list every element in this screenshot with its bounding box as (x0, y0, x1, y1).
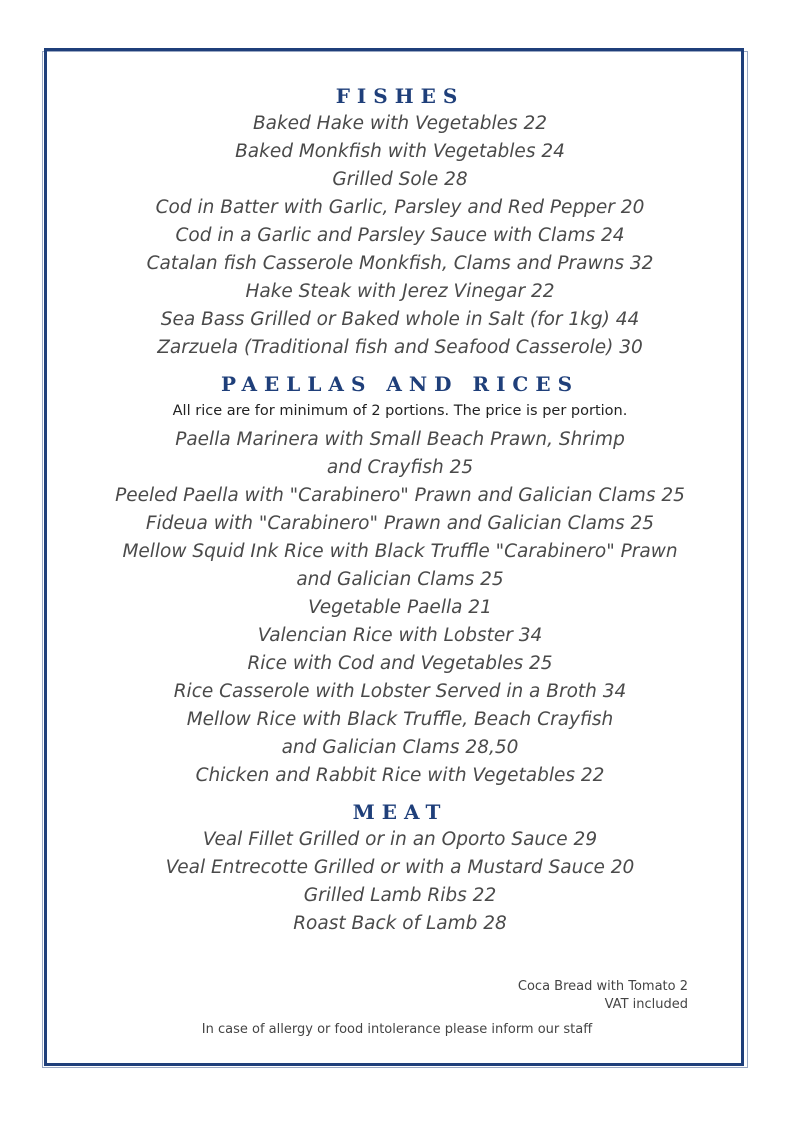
menu-item: and Crayfish 25 (326, 457, 474, 478)
menu-item: Paella Marinera with Small Beach Prawn, Shrimp (175, 429, 625, 450)
coca-bread-note: Coca Bread with Tomato 2 (517, 979, 688, 994)
menu-item: Rice Casserole with Lobster Served in a Broth 34 (173, 681, 627, 702)
footer-extras (518, 978, 688, 1014)
menu-item: Mellow Rice with Black Truffle, Beach Crayfish (186, 709, 614, 730)
menu-item: Fideua with "Carabinero" Prawn and Galician Clams 25 (145, 513, 655, 534)
menu-item: Peeled Paella with "Carabinero" Prawn and Galician Clams 25 (115, 485, 685, 506)
menu-item: Cod in a Garlic and Parsley Sauce with Clams 24 (175, 225, 625, 246)
menu-content (44, 82, 756, 938)
rices-note: All rice are for minimum of 2 portions. The price is per portion. (172, 403, 628, 419)
menu-item: Veal Entrecotte Grilled or with a Mustard Sauce 20 (165, 857, 635, 878)
menu-item: Sea Bass Grilled or Baked whole in Salt (for 1kg) 44 (160, 309, 640, 330)
fishes-title: FISHES (335, 84, 465, 108)
menu-item: Cod in Batter with Garlic, Parsley and Red Pepper 20 (155, 197, 645, 218)
menu-item: Mellow Squid Ink Rice with Black Truffle "Carabinero" Prawn (122, 541, 678, 562)
menu-item: Veal Fillet Grilled or in an Oporto Sauce 29 (202, 829, 598, 850)
menu-item: Catalan fish Casserole Monkfish, Clams and Prawns 32 (146, 253, 654, 274)
rices-list (44, 426, 756, 790)
menu-item: Baked Hake with Vegetables 22 (252, 113, 548, 134)
rices-title: PAELLAS AND RICES (220, 372, 580, 396)
menu-item: Vegetable Paella 21 (308, 597, 492, 618)
meat-list (44, 826, 756, 938)
menu-item: Hake Steak with Jerez Vinegar 22 (245, 281, 555, 302)
vat-note: VAT included (604, 997, 688, 1012)
fishes-list (44, 110, 756, 362)
menu-item: Grilled Sole 28 (332, 169, 468, 190)
menu-item: Zarzuela (Traditional fish and Seafood Casserole) 30 (157, 337, 643, 358)
menu-item: Roast Back of Lamb 28 (293, 913, 507, 934)
menu-item: Grilled Lamb Ribs 22 (303, 885, 497, 906)
meat-title: MEAT (352, 800, 448, 824)
menu-item: Rice with Cod and Vegetables 25 (247, 653, 553, 674)
menu-item: and Galician Clams 28,50 (281, 737, 519, 758)
menu-item: Baked Monkfish with Vegetables 24 (235, 141, 565, 162)
menu-item: and Galician Clams 25 (296, 569, 504, 590)
menu-item: Chicken and Rabbit Rice with Vegetables 22 (195, 765, 605, 786)
allergy-note: In case of allergy or food intolerance please inform our staff (201, 1022, 593, 1037)
menu-item: Valencian Rice with Lobster 34 (257, 625, 543, 646)
